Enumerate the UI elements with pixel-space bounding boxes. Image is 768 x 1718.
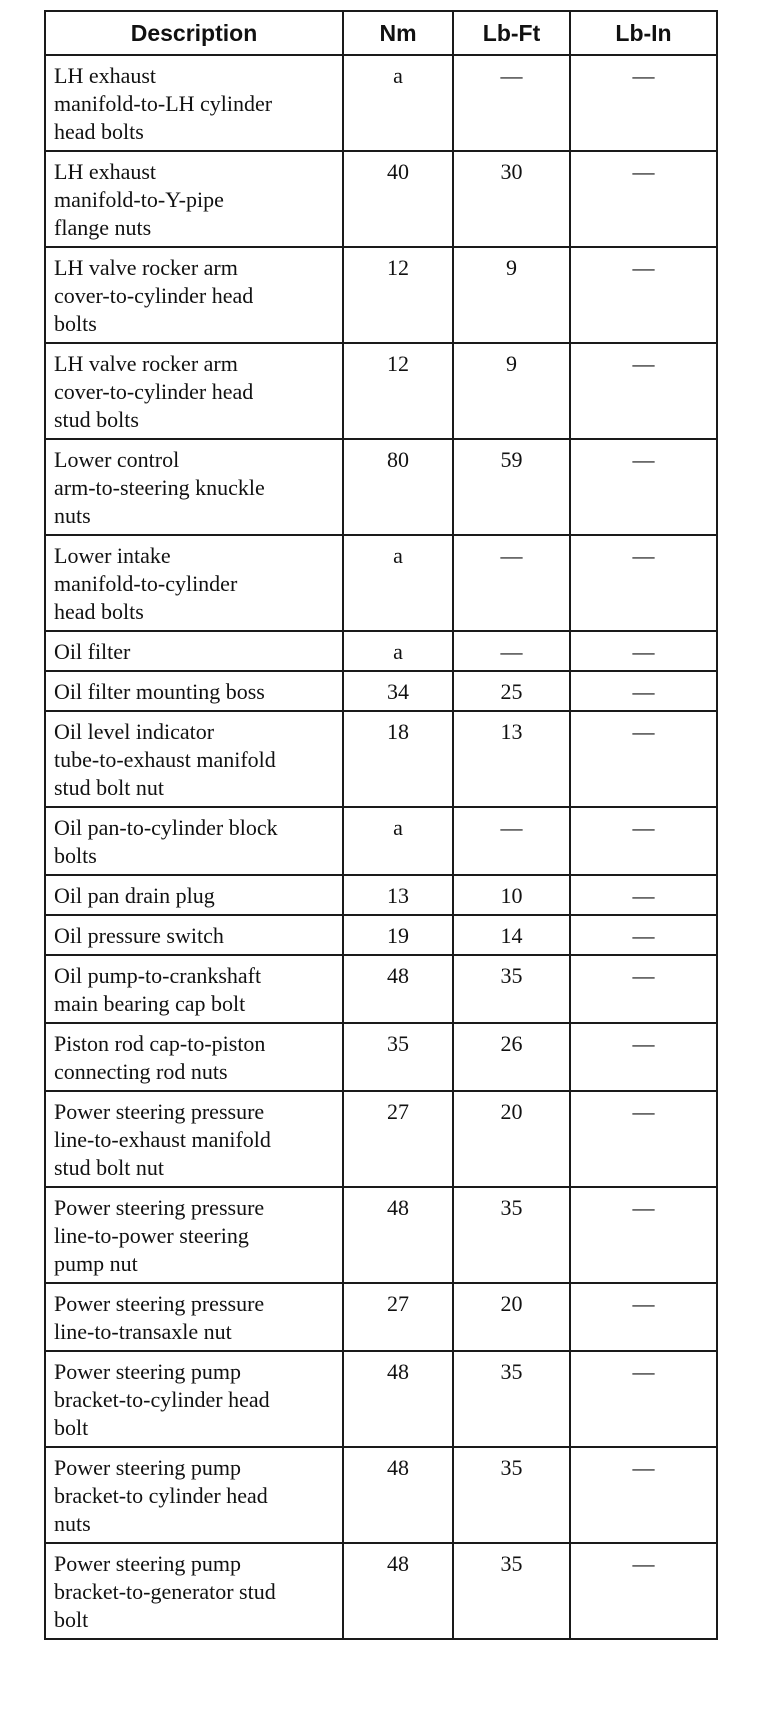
description-line: Oil filter — [54, 639, 131, 664]
lb-in-cell: — — [570, 535, 717, 631]
description-cell — [45, 1023, 343, 1091]
lb-ft-cell: — — [453, 807, 570, 875]
nm-cell: 12 — [343, 343, 453, 439]
description-line: connecting rod nuts — [54, 1059, 228, 1084]
lb-ft-cell: 9 — [453, 343, 570, 439]
description-line: Oil pump-to-crankshaft — [54, 963, 262, 988]
lb-in-cell: — — [570, 1543, 717, 1639]
description-cell — [45, 1543, 343, 1639]
table-body — [45, 55, 717, 1639]
description-cell — [45, 247, 343, 343]
description-cell — [45, 1091, 343, 1187]
lb-in-cell: — — [570, 875, 717, 915]
description-line: nuts — [54, 1511, 91, 1536]
table-header-row — [45, 11, 717, 55]
description-cell — [45, 711, 343, 807]
description-cell — [45, 955, 343, 1023]
nm-cell: 18 — [343, 711, 453, 807]
nm-cell: 48 — [343, 1447, 453, 1543]
description-cell — [45, 343, 343, 439]
nm-cell: 27 — [343, 1283, 453, 1351]
lb-ft-cell: — — [453, 631, 570, 671]
table-row — [45, 1283, 717, 1351]
description-line: Power steering pressure — [54, 1195, 265, 1220]
nm-cell: a — [343, 55, 453, 151]
description-line: stud bolt nut — [54, 775, 165, 800]
lb-ft-cell: — — [453, 535, 570, 631]
description-line: Power steering pump — [54, 1359, 241, 1384]
nm-cell: 19 — [343, 915, 453, 955]
description-line: flange nuts — [54, 215, 152, 240]
nm-cell: 48 — [343, 1543, 453, 1639]
description-line: Power steering pressure — [54, 1291, 265, 1316]
description-line: pump nut — [54, 1251, 138, 1276]
lb-in-cell: — — [570, 807, 717, 875]
description-line: Lower intake — [54, 543, 171, 568]
table-row — [45, 55, 717, 151]
lb-ft-cell: 10 — [453, 875, 570, 915]
lb-ft-cell: 59 — [453, 439, 570, 535]
description-line: bolt — [54, 1607, 89, 1632]
lb-in-cell: — — [570, 1283, 717, 1351]
description-line: bolts — [54, 843, 97, 868]
description-line: stud bolts — [54, 407, 139, 432]
nm-cell: 48 — [343, 1351, 453, 1447]
torque-spec-table — [44, 10, 718, 1640]
lb-in-cell: — — [570, 1187, 717, 1283]
nm-cell: 40 — [343, 151, 453, 247]
lb-in-cell: — — [570, 915, 717, 955]
nm-cell: 48 — [343, 955, 453, 1023]
lb-in-cell: — — [570, 1351, 717, 1447]
description-line: cover-to-cylinder head — [54, 283, 254, 308]
lb-ft-cell: 35 — [453, 955, 570, 1023]
lb-in-cell: — — [570, 439, 717, 535]
nm-cell: 12 — [343, 247, 453, 343]
description-line: manifold-to-Y-pipe — [54, 187, 224, 212]
lb-ft-cell: 35 — [453, 1351, 570, 1447]
description-line: stud bolt nut — [54, 1155, 165, 1180]
table-row — [45, 631, 717, 671]
nm-cell: 34 — [343, 671, 453, 711]
lb-ft-cell: 25 — [453, 671, 570, 711]
lb-ft-cell: — — [453, 55, 570, 151]
description-line: Oil pressure switch — [54, 923, 224, 948]
lb-in-cell: — — [570, 671, 717, 711]
table-row — [45, 875, 717, 915]
description-line: LH valve rocker arm — [54, 351, 238, 376]
lb-ft-cell: 35 — [453, 1187, 570, 1283]
nm-cell: 48 — [343, 1187, 453, 1283]
description-cell — [45, 151, 343, 247]
description-line: nuts — [54, 503, 91, 528]
table-row — [45, 1543, 717, 1639]
lb-in-cell: — — [570, 711, 717, 807]
lb-ft-cell: 13 — [453, 711, 570, 807]
description-cell — [45, 55, 343, 151]
column-header-lb-ft: Lb-Ft — [453, 11, 570, 55]
lb-in-cell: — — [570, 151, 717, 247]
table-row — [45, 439, 717, 535]
description-line: LH exhaust — [54, 159, 157, 184]
description-line: head bolts — [54, 119, 144, 144]
description-cell — [45, 535, 343, 631]
description-line: Power steering pump — [54, 1455, 241, 1480]
description-line: bracket-to cylinder head — [54, 1483, 268, 1508]
description-line: manifold-to-LH cylinder — [54, 91, 273, 116]
description-cell — [45, 1351, 343, 1447]
description-line: Oil pan drain plug — [54, 883, 215, 908]
nm-cell: a — [343, 807, 453, 875]
description-line: LH exhaust — [54, 63, 157, 88]
lb-ft-cell: 26 — [453, 1023, 570, 1091]
table-row — [45, 1187, 717, 1283]
description-line: bracket-to-generator stud — [54, 1579, 276, 1604]
lb-ft-cell: 20 — [453, 1283, 570, 1351]
description-line: Power steering pump — [54, 1551, 241, 1576]
description-line: Lower control — [54, 447, 180, 472]
table-row — [45, 151, 717, 247]
description-cell — [45, 1447, 343, 1543]
table-row — [45, 247, 717, 343]
nm-cell: 80 — [343, 439, 453, 535]
table-row — [45, 343, 717, 439]
nm-cell: a — [343, 535, 453, 631]
lb-ft-cell: 35 — [453, 1447, 570, 1543]
lb-in-cell: — — [570, 1447, 717, 1543]
description-line: Piston rod cap-to-piston — [54, 1031, 266, 1056]
description-line: head bolts — [54, 599, 144, 624]
table-row — [45, 915, 717, 955]
torque-spec-sheet — [44, 10, 716, 1640]
nm-cell: 13 — [343, 875, 453, 915]
description-cell — [45, 1283, 343, 1351]
description-line: Oil level indicator — [54, 719, 215, 744]
lb-ft-cell: 35 — [453, 1543, 570, 1639]
description-cell — [45, 631, 343, 671]
lb-in-cell: — — [570, 343, 717, 439]
table-row — [45, 955, 717, 1023]
table-row — [45, 535, 717, 631]
description-line: manifold-to-cylinder — [54, 571, 238, 596]
description-line: cover-to-cylinder head — [54, 379, 254, 404]
description-line: main bearing cap bolt — [54, 991, 246, 1016]
description-line: line-to-transaxle nut — [54, 1319, 232, 1344]
lb-ft-cell: 14 — [453, 915, 570, 955]
description-line: line-to-exhaust manifold — [54, 1127, 271, 1152]
description-line: Oil filter mounting boss — [54, 679, 265, 704]
description-line: Power steering pressure — [54, 1099, 265, 1124]
description-cell — [45, 439, 343, 535]
nm-cell: 27 — [343, 1091, 453, 1187]
table-row — [45, 1447, 717, 1543]
nm-cell: 35 — [343, 1023, 453, 1091]
table-row — [45, 1023, 717, 1091]
description-line: arm-to-steering knuckle — [54, 475, 265, 500]
table-row — [45, 711, 717, 807]
lb-in-cell: — — [570, 955, 717, 1023]
lb-in-cell: — — [570, 631, 717, 671]
description-line: tube-to-exhaust manifold — [54, 747, 276, 772]
description-line: bolts — [54, 311, 97, 336]
description-cell — [45, 807, 343, 875]
column-header-description: Description — [45, 11, 343, 55]
nm-cell: a — [343, 631, 453, 671]
table-row — [45, 807, 717, 875]
table-row — [45, 671, 717, 711]
description-line: bolt — [54, 1415, 89, 1440]
description-cell — [45, 875, 343, 915]
lb-ft-cell: 9 — [453, 247, 570, 343]
description-cell — [45, 915, 343, 955]
lb-in-cell: — — [570, 1023, 717, 1091]
table-row — [45, 1091, 717, 1187]
column-header-nm: Nm — [343, 11, 453, 55]
description-line: Oil pan-to-cylinder block — [54, 815, 278, 840]
description-cell — [45, 671, 343, 711]
description-line: LH valve rocker arm — [54, 255, 238, 280]
description-line: line-to-power steering — [54, 1223, 249, 1248]
column-header-lb-in: Lb-In — [570, 11, 717, 55]
lb-in-cell: — — [570, 1091, 717, 1187]
lb-ft-cell: 20 — [453, 1091, 570, 1187]
lb-ft-cell: 30 — [453, 151, 570, 247]
lb-in-cell: — — [570, 247, 717, 343]
description-line: bracket-to-cylinder head — [54, 1387, 270, 1412]
lb-in-cell: — — [570, 55, 717, 151]
description-cell — [45, 1187, 343, 1283]
table-row — [45, 1351, 717, 1447]
